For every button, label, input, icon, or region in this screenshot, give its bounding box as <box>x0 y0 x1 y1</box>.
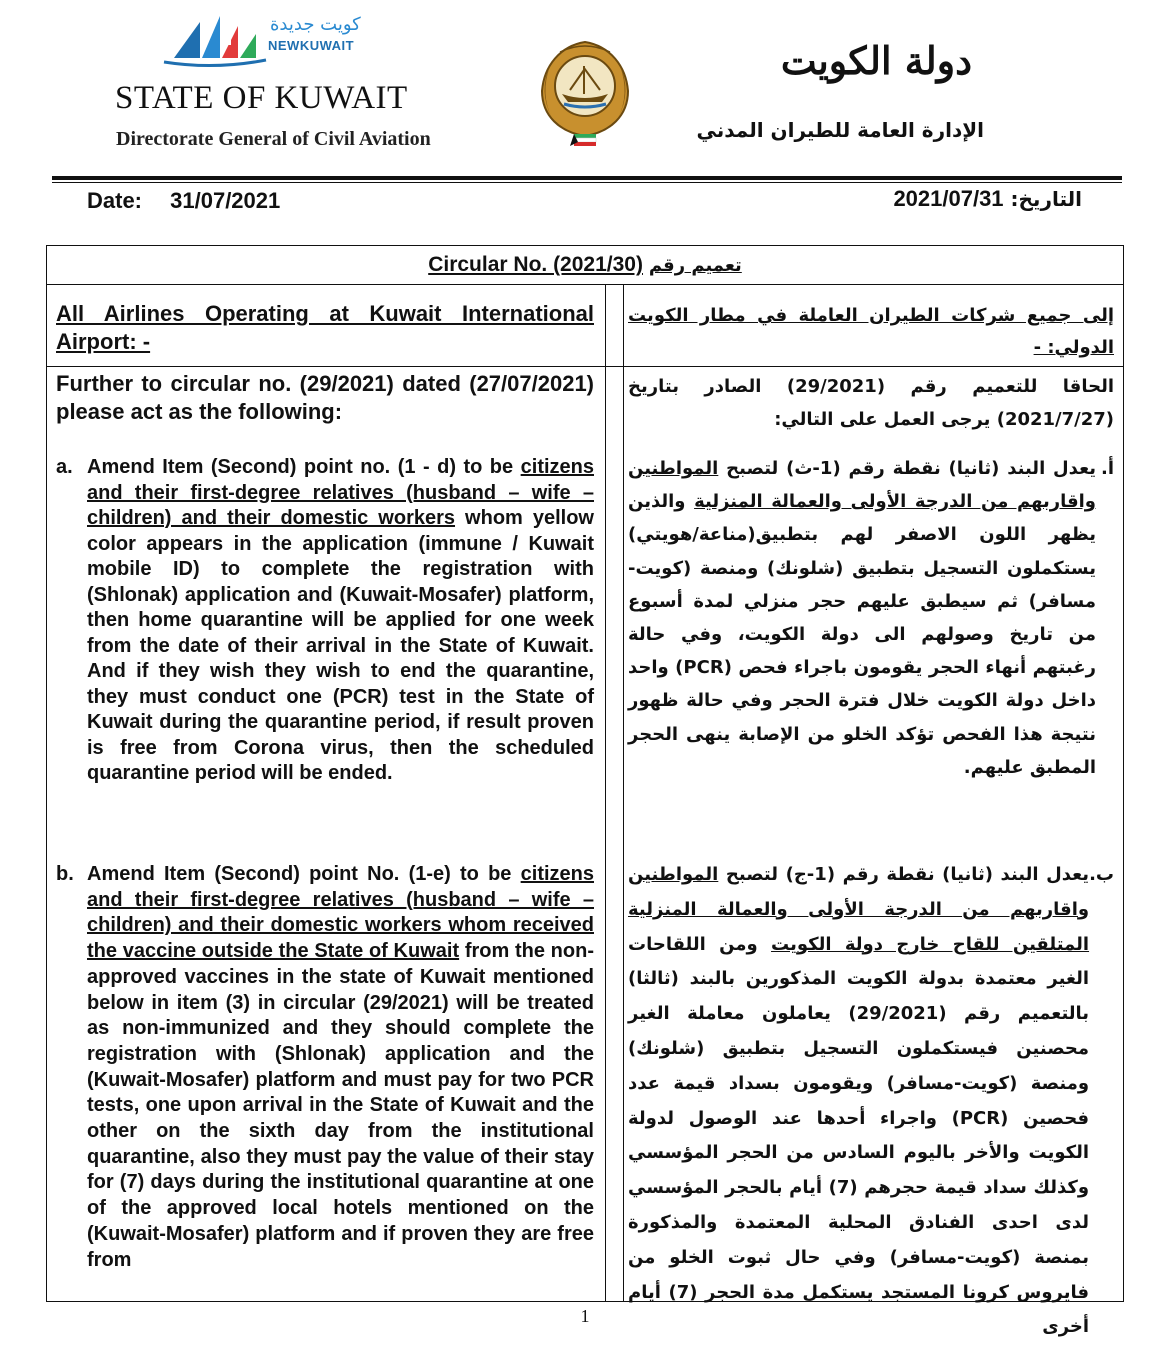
dgca-title-ar: الإدارة العامة للطيران المدني <box>696 118 984 142</box>
item-text-underlined: citizens and their first-degree relatives (husband – wife – children) and their domestic workers whom received the vaccine outside the State of Kuwait <box>87 863 594 963</box>
item-a-en <box>56 455 594 787</box>
date-en-label: Date: <box>87 188 143 213</box>
item-b-ar <box>628 858 1114 1345</box>
logo-english-text: NEWKUWAIT <box>268 38 355 53</box>
item-text <box>628 452 1096 784</box>
circular-title <box>0 253 1170 277</box>
table-row-divider <box>46 284 1124 285</box>
date-ar-value: 2021/07/31 <box>893 186 1004 211</box>
item-a-ar <box>628 452 1114 784</box>
item-text-underlined: citizens and their first-degree relatives (husband – wife – children) and their domestic workers <box>87 456 594 529</box>
page-number: 1 <box>580 1306 590 1326</box>
item-text <box>87 455 594 787</box>
item-text-part: Amend Item (Second) point No. (1-e) to be <box>87 863 521 885</box>
item-text-part: والذين يظهر اللون الاصفر لهم بتطبيق(مناعة/هويتي) يستكملون التسجيل بتطبيق (شلونك) ومنصة (كويت-مسافر) ثم سيطبق عليهم حجر منزلي لمدة أسبوع من تاريخ وصولهم الى دولة الكويت، وفي حالة رغبتهم أنهاء الحجر يقومون باجراء فحص (PCR) واحد داخل دولة الكويت خلال فترة الحجر وفي حالة ظهور نتيجة هذا الفحص تؤكد الخلو من الإصابة ينهى الحجر المطبق عليهم. <box>628 491 1096 778</box>
kuwait-falcon-emblem-icon <box>530 36 640 156</box>
item-text <box>87 862 594 1273</box>
item-text-underlined: المواطنين واقاربهم من الدرجة الأولى والعمالة المنزلية <box>628 458 1096 513</box>
state-title-ar: دولة الكويت <box>780 38 972 83</box>
item-text-part: ومن اللقاحات الغير معتمدة بدولة الكويت المذكورين بالبند (ثالثا) بالتعميم رقم (29/2021) يعاملون معاملة الغير محصنين فيستكملون التسجيل بتطبيق (شلونك) ومنصة (كويت-مسافر) ويقومون بسداد قيمة عدد فحصين (PCR) واجراء أحدها عند الوصول لدولة الكويت والأخر باليوم السادس من الحجر المؤسسي وكذلك سداد قيمة حجرهم (7) أيام بالحجر المؤسسي لدى احدى الفنادق المحلية المعتمدة والمذكورة بمنصة (كويت-مسافر) وفي حال ثبوت الخلو من فايروس كرونا المستجد يستكمل مدة الحجر (7) أيام أخرى <box>628 933 1090 1338</box>
item-text-part: from the non-approved vaccines in the state of Kuwait mentioned below in item (3) in circular (29/2021) will be treated as non-immunized and they should complete the registration with (Shlonak) application and the (Kuwait-Mosafer) platform and must pay for two PCR tests, one upon arrival in the State of Kuwait and the other on the sixth day from the institutional quarantine, also they must pay the value of their stay for (7) days during the institutional quarantine at one of the approved local hotels mentioned on the (Kuwait-Mosafer) platform and if proven they are free from <box>87 940 594 1271</box>
table-column-divider <box>605 284 606 366</box>
table-row-divider <box>46 366 1124 367</box>
logo-arabic-text: كويت جديدة <box>270 14 361 35</box>
table-column-divider <box>623 366 624 1302</box>
item-text-part: Amend Item (Second) point no. (1 - d) to be <box>87 456 521 478</box>
item-b-en <box>56 862 594 1273</box>
newkuwait-logo <box>160 12 370 72</box>
date-ar-label: التاريخ: <box>1010 187 1082 211</box>
item-text-part: يعدل البند (ثانيا) نقطة رقم (1-ث) لتصبح <box>718 458 1096 479</box>
item-text <box>628 858 1089 1345</box>
dgca-title-en: Directorate General of Civil Aviation <box>116 128 431 150</box>
newkuwait-sails-icon <box>160 12 270 72</box>
date-en-value: 31/07/2021 <box>170 188 281 213</box>
item-marker: ب. <box>1089 864 1114 885</box>
item-text-underlined: المواطنين واقاربهم من الدرجة الأولى والعمالة المنزلية المتلقين للقاح خارج دولة الكويت <box>628 864 1090 955</box>
date-ar <box>893 186 1082 212</box>
item-text-part: whom yellow color appears in the application (immune / Kuwait mobile ID) to complete the registration with (Shlonak) application and (Kuwait-Mosafer) platform, then home quarantine will be applied for one week from the date of their arrival in the State of Kuwait. And if they wish they wish to end the quarantine, they must conduct one (PCR) test in the State of Kuwait during the quarantine period, if result proven is free from Corona virus, then the scheduled quarantine period will be ended. <box>87 507 594 784</box>
header-divider-thin <box>52 182 1122 183</box>
item-text-part: يعدل البند (ثانيا) نقطة رقم (1-ج) لتصبح <box>718 864 1090 885</box>
table-column-divider <box>623 284 624 366</box>
item-marker: a. <box>56 456 73 478</box>
state-title-en: STATE OF KUWAIT <box>115 80 408 116</box>
addressee-en: All Airlines Operating at Kuwait International Airport: - <box>56 301 594 354</box>
intro-ar: الحاقا للتعميم رقم (29/2021) الصادر بتاريخ (2021/7/27) يرجى العمل على التالي: <box>628 376 1114 430</box>
kuwait-emblem <box>530 36 640 156</box>
item-marker: b. <box>56 863 74 885</box>
date-en <box>87 188 280 214</box>
intro-en: Further to circular no. (29/2021) dated (27/07/2021) please act as the following: <box>56 371 594 424</box>
addressee-ar: إلى جميع شركات الطيران العاملة في مطار الكويت الدولي: - <box>628 305 1114 358</box>
circular-title-en: Circular No. (2021/30) <box>428 253 643 276</box>
header-divider-thick <box>52 176 1122 180</box>
item-marker: أ. <box>1100 458 1114 479</box>
circular-title-ar: تعميم رقم <box>648 255 742 276</box>
table-column-divider <box>605 366 606 1302</box>
